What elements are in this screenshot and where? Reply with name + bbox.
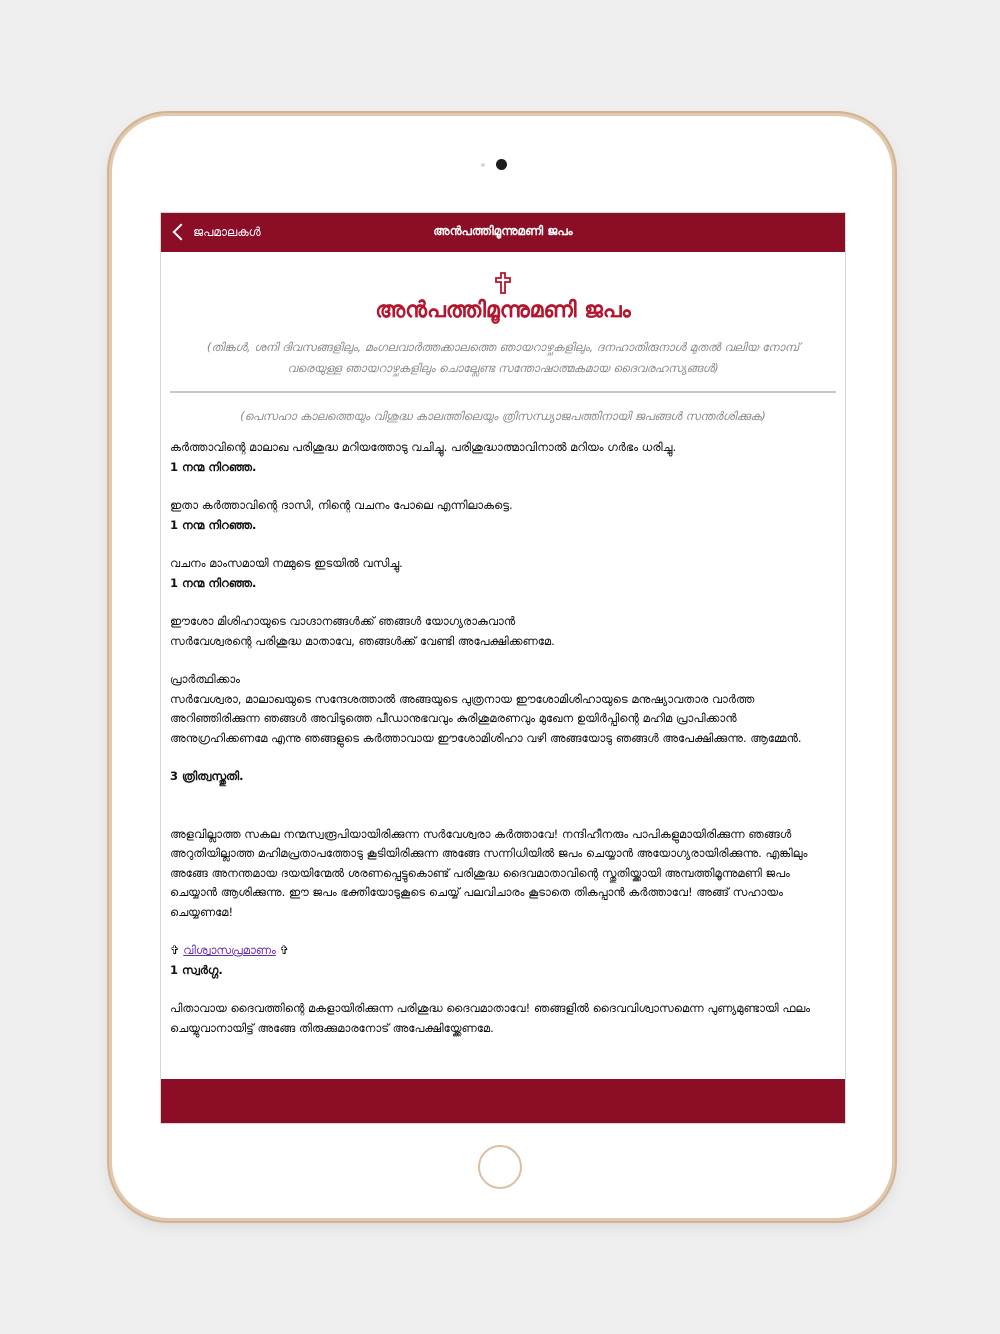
trinity-line: 3 ത്രിത്വസ്തുതി. bbox=[170, 769, 244, 783]
verse-response: 1 നന്മ നിറഞ്ഞ. bbox=[170, 575, 257, 590]
navigation-bar bbox=[161, 213, 845, 252]
invocation-line: ഈശോ മിശിഹായുടെ വാഗ്ദാനങ്ങൾക്ക് ഞങ്ങൾ യോഗ്യരാകുവാൻ bbox=[170, 614, 516, 628]
cross-marker-icon: ✞ bbox=[170, 943, 180, 957]
back-label: ജപമാലകൾ bbox=[193, 224, 261, 239]
prayer-content[interactable] bbox=[161, 252, 845, 1081]
glory-line: 1 സ്വർഗ്ഗ. bbox=[170, 962, 223, 977]
bottom-bar bbox=[161, 1079, 845, 1123]
front-camera bbox=[496, 159, 507, 170]
invocation-block bbox=[170, 612, 836, 651]
verse-block bbox=[170, 554, 836, 593]
divider bbox=[170, 391, 836, 393]
home-button[interactable] bbox=[478, 1145, 522, 1189]
season-note: (പെസഹാ കാലത്തെയും വിശുദ്ധ കാലത്തിലെയും ത്രിസന്ധ്യാജപത്തിനായി ജപങ്ങൾ സന്തർശിക്കുക) bbox=[240, 409, 766, 423]
verse-line: ഇതാ കർത്താവിന്റെ ദാസി, നിന്റെ വചനം പോലെ എന്നിലാകട്ടെ. bbox=[170, 498, 513, 512]
prayer-label: പ്രാർത്ഥിക്കാം bbox=[170, 672, 240, 686]
verse-line: വചനം മാംസമായി നമ്മുടെ ഇടയിൽ വസിച്ചു. bbox=[170, 556, 403, 570]
final-prayer: പിതാവായ ദൈവത്തിന്റെ മകളായിരിക്കുന്ന പരിശുദ്ധ ദൈവമാതാവേ! ഞങ്ങളിൽ ദൈവവിശ്വാസമെന്ന പുണ്യമുണ്ടായി ഫലം ചെയ്യുവാനായിട്ട് അങ്ങേ തിരുക്കുമാരനോട് അപേക്ഷിയ്ക്കേണമേ. bbox=[170, 1001, 811, 1035]
prayer-text: സർവേശ്വരാ, മാലാഖയുടെ സന്ദേശത്താൽ അങ്ങയുടെ പുത്രനായ ഈശോമിശിഹായുടെ മനുഷ്യാവതാര വാർത്ത അറിഞ്ഞിരിക്കുന്ന ഞങ്ങൾ അവിടുത്തെ പീഡാനുഭവവും കുരിശുമരണവും മുഖേന ഉയിർപ്പിന്റെ മഹിമ പ്രാപിക്കാൻ അനുഗ്രഹിക്കണമേ എന്നു ഞങ്ങളുടെ കർത്താവായ ഈശോമിശിഹാ വഴി അങ്ങയോടു ഞങ്ങൾ അപേക്ഷിക്കുന്നു. ആമ്മേൻ. bbox=[170, 691, 802, 745]
prayer-block bbox=[170, 670, 836, 748]
verse-line: കർത്താവിന്റെ മാലാഖ പരിശുദ്ധ മറിയത്തോടു വചിച്ചു. പരിശുദ്ധാത്മാവിനാൽ മറിയം ഗർഭം ധരിച്ചു. bbox=[170, 440, 677, 454]
page-title: അൻപത്തിമൂന്നുമണി ജപം bbox=[375, 298, 631, 323]
creed-link[interactable]: വിശ്വാസപ്രമാണം bbox=[183, 943, 276, 957]
creed-block bbox=[170, 941, 836, 980]
subtitle-note: (തിങ്കൾ, ശനി ദിവസങ്ങളിലും, മംഗലവാർത്തക്കാലത്തെ ഞായറാഴ്ചകളിലും, ദനഹാതിരുനാൾ മുതൽ വലിയ നോമ്പ് വരെയുള്ള ഞായറാഴ്ചകളിലും ചൊല്ലേണ്ട സന്തോഷാത്മകമായ ദൈവരഹസ്യങ്ങൾ) bbox=[206, 340, 800, 375]
app-screen bbox=[160, 212, 846, 1124]
verse-block bbox=[170, 496, 836, 535]
cross-icon bbox=[495, 272, 511, 294]
verse-response: 1 നന്മ നിറഞ്ഞ. bbox=[170, 517, 257, 532]
nav-title: അൻപത്തിമൂന്നുമണി ജപം bbox=[433, 224, 573, 238]
sensor-dot bbox=[481, 163, 485, 167]
verse-response: 1 നന്മ നിറഞ്ഞ. bbox=[170, 459, 257, 474]
cross-marker-icon: ✞ bbox=[279, 943, 290, 957]
verse-block bbox=[170, 438, 836, 477]
prayer-body bbox=[170, 438, 836, 1038]
invocation-line: സർവേശ്വരന്റെ പരിശുദ്ധ മാതാവേ, ഞങ്ങൾക്ക് വേണ്ടി അപേക്ഷിക്കണമേ. bbox=[170, 633, 555, 648]
opening-prayer: അളവില്ലാത്ത സകല നന്മസ്വരൂപിയായിരിക്കുന്ന സർവേശ്വരാ കർത്താവേ! നന്ദിഹീനരും പാപികളുമായിരിക്കുന്ന ഞങ്ങൾ അറുതിയില്ലാത്ത മഹിമപ്രതാപത്തോടു കൂടിയിരിക്കുന്ന അങ്ങേ സന്നിധിയിൽ ജപം ചെയ്യാൻ അയോഗ്യരായിരിക്കുന്നു. എങ്കിലും അങ്ങേ അനന്തമായ ദയയിന്മേൽ ശരണപ്പെട്ടുകൊണ്ട് പരിശുദ്ധ ദൈവമാതാവിന്റെ സ്തുതിയ്ക്കായി അമ്പത്തിമൂന്നുമണി ജപം ചെയ്യാൻ ആശിക്കുന്നു. ഈ ജപം ഭക്തിയോടുകൂടെ ചെയ്യ് പലവിചാരം കൂടാതെ തികപ്പാൻ കർത്താവേ! അങ്ങ് സഹായം ചെയ്യണമേ! bbox=[170, 826, 808, 919]
